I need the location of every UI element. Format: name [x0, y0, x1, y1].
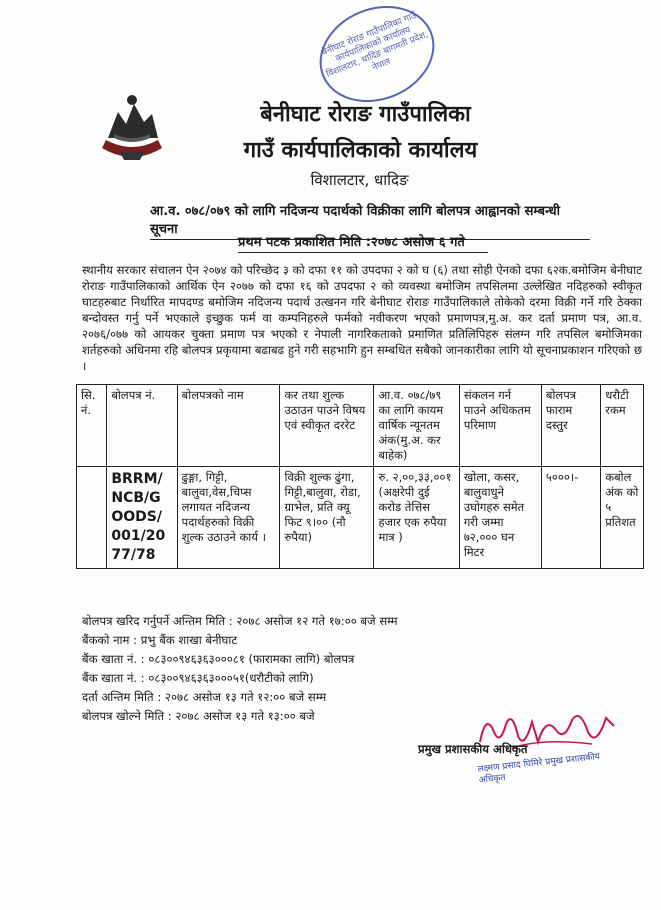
office-address: विशालटार, धादिङ [310, 171, 409, 189]
bank-name: बैंकको नाम : प्रभु बैंक शाखा बेनीघाट [82, 633, 238, 647]
purchase-deadline: बोलपत्र खरिद गर्नुपर्ने अन्तिम मिति : २०७८ असोज १२ गते १७:०० बजे सम्म [82, 614, 398, 628]
registration-deadline: दर्ता अन्तिम मिति : २०७८ असोज १३ गते १२:०० बजे सम्म [82, 690, 327, 704]
col-tender-no: बोलपत्र नं. [107, 385, 177, 467]
table-row [77, 467, 644, 569]
cell-deposit: कबोल अंक को ५ प्रतिशत [601, 467, 644, 569]
notice-body: स्थानीय सरकार संचालन ऐन २०७४ को परिच्छेद ३ को दफा ११ को उपदफा २ को घ (६) तथा सोही ऐनको दफा ६२क.बमोजिम बेनीघाट रोराङ गाउँपालिकाको आर्थिक ऐन २०७७ को दफा १६ को उपदफा २ को व्यवस्था बमोजिम तपसिलमा उल्लेखित नदिहरुको स्वीकृत घाटहरुबाट निर्धारित मापदण्ड बमोजिम नदिजन्य पदार्थ उत्खनन गरि बेनीघाट रोराङ गाउँपालिकाले तोकेको दरमा विक्री गर्ने गरि ठेक्का बन्दोवस्त गर्नु पर्ने भएकाले इच्छुक फर्म वा कम्पनिहरुले फर्मको नवीकरण भएको प्रमाणपत्र,मु.अ. कर दर्ता प्रमाण पत्र, आ.व. २०७६/०७७ को आयकर चुक्ता प्रमाण पत्र भएको र नेपाली नागरिकताको प्रमाणित प्रतिलिपिहरु संलग्न गरि तपसिल बमोजिमका शर्तहरुको अधिनमा रहि बोलपत्र प्रकृयामा बढाबढ हुने गरी सहभागि हुन सम्बधित सबैको जानकारीका लागि यो सूचनाप्रकाशन गरिएको छ । [82, 263, 642, 373]
bank-account-deposit: बैंक खाता नं. : ०८३००९४६३६३०००५१(धरौटीको लागि) [82, 671, 314, 685]
cell-annual-min: रु. २,००,३३,००१ (अक्षरेपी दुई करोड तेत्तिस हजार एक रुपैया मात्र ) [374, 467, 459, 569]
document-header [0, 98, 661, 190]
col-sn: सि. नं. [77, 385, 107, 467]
publish-date: प्रथम पटक प्रकाशित मिति :२०७८ असोज ६ गते [238, 232, 488, 253]
col-form-fee: बोलपत्र फाराम दस्तुर [541, 385, 600, 467]
tender-table [76, 384, 644, 569]
signatory-seal: लक्ष्मण प्रसाद घिमिरे प्रमुख प्रशासकीय अधिकृत [477, 752, 601, 786]
cell-tender-no: BRRM/ NCB/G OODS/ 001/20 77/78 [107, 467, 177, 569]
col-deposit: धरौटी रकम [601, 385, 644, 467]
bank-account-form: बैंक खाता नं. : ०८३००९४६३६३०००८१ (फारामका लागि) बोलपत्र [82, 652, 355, 666]
notice-title: आ.व. ०७८/०७९ को लागि नदिजन्य पदार्थको विक्रीका लागि बोलपत्र आह्वानको सम्बन्धी सूचना [150, 201, 590, 240]
cell-sn [77, 467, 107, 569]
cell-tender-name: ढुङ्गा, गिट्टी, बालुवा,वेस,चिप्स लगायत नदिजन्य पदार्थहरुको विक्री शुल्क उठाउने कार्य । [177, 467, 280, 569]
office-name: गाउँ कार्यपालिकाको कार्यालय [243, 138, 478, 163]
signatory-title: प्रमुख प्रशासकीय अधिकृत [418, 742, 528, 756]
cell-form-fee: ५०००।- [541, 467, 600, 569]
table-header-row [77, 385, 644, 467]
office-stamp-text: बेनीघाट रोराङ गाउँपालिका गाउँ कार्यपालिकाको कार्यालय विशालटार, धादिङ बागमती प्रदेश, नेपाल [320, 11, 430, 80]
col-tender-name: बोलपत्रको नाम [177, 385, 280, 467]
col-annual-min: आ.व. ०७८/७९ का लागि कायम वार्षिक न्यूनतम अंक(मु.अ. कर बाहेक) [374, 385, 459, 467]
municipality-name: बेनीघाट रोराङ गाउँपालिका [260, 102, 471, 127]
opening-date: बोलपत्र खोल्ने मिति : २०७८ असोज १३ गते १३:०० बजे [82, 709, 315, 723]
cell-max-qty: खोला, कसर, बालुवाधुने उघोगहरु समेत गरी जम्मा ७२,००० घन मिटर [459, 467, 541, 569]
cell-rate: विक्री शुल्क ढुंगा, गिट्टी,बालुवा, रोडा, ग्राभेल, प्रति क्यू फिट ९।०० (नौ रुपैया) [280, 467, 374, 569]
col-max-qty: संकलन गर्न पाउने अधिकतम परिमाण [459, 385, 541, 467]
col-rate: कर तथा शुल्क उठाउन पाउने विषय एवं स्वीकृत दररेट [280, 385, 374, 467]
